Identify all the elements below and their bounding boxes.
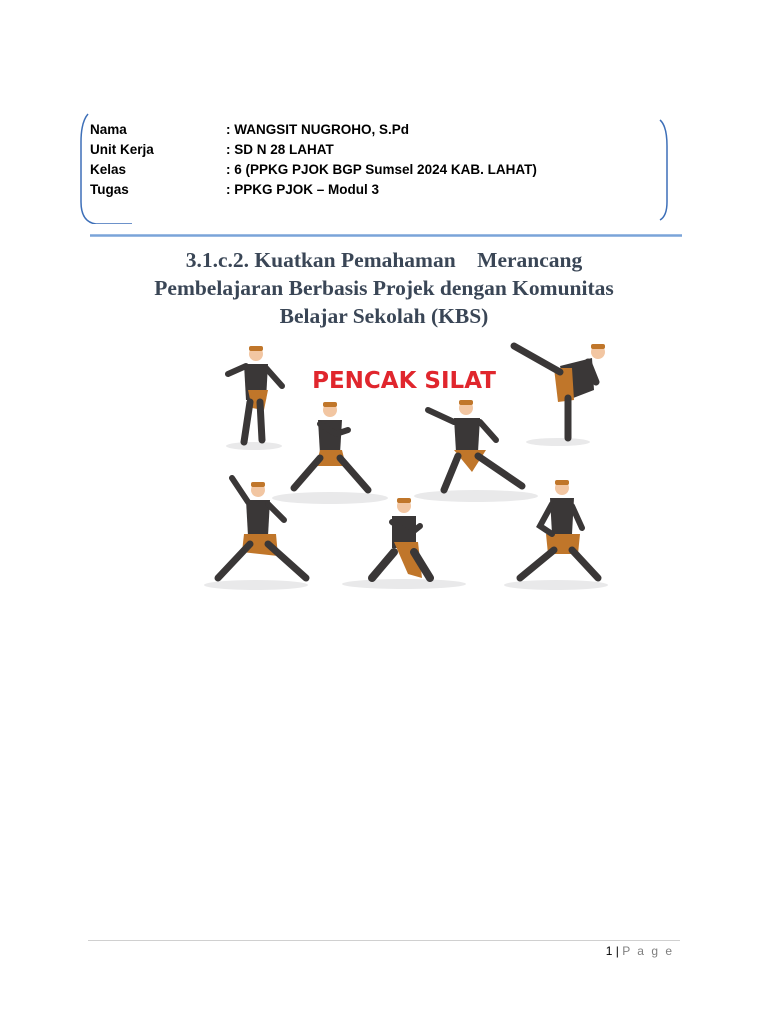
info-value: : SD N 28 LAHAT: [226, 142, 334, 157]
page-footer: [606, 944, 674, 958]
silat-figure-1: [228, 346, 282, 442]
info-row-kelas: [90, 160, 537, 180]
info-row-nama: [90, 120, 409, 140]
silat-figure-3: [428, 400, 522, 490]
info-value: : PPKG PJOK – Modul 3: [226, 182, 380, 197]
page-number: 1: [605, 944, 613, 958]
info-label: Nama: [90, 122, 127, 137]
silat-figure-6: [372, 498, 430, 578]
info-label: Unit Kerja: [90, 142, 154, 157]
page-label: P a g e: [622, 944, 674, 958]
info-row-tugas: [90, 180, 379, 200]
footer-divider: [88, 940, 680, 941]
header-divider: [90, 234, 682, 237]
info-label: Tugas: [90, 182, 129, 197]
silat-figure-2: [294, 402, 368, 490]
identity-box: [80, 112, 668, 224]
illustration-caption: PENCAK SILAT: [312, 368, 496, 394]
info-row-unit-kerja: [90, 140, 334, 160]
title-line-2: Pembelajaran Berbasis Projek dengan Komunitas: [154, 276, 614, 300]
title-line-1: 3.1.c.2. Kuatkan Pemahaman Merancang: [185, 248, 583, 272]
pencak-silat-illustration: [196, 338, 616, 594]
silat-figure-4: [514, 344, 605, 438]
info-label: Kelas: [90, 162, 127, 177]
silat-figure-5: [218, 478, 306, 578]
title-line-3: Belajar Sekolah (KBS): [279, 304, 489, 328]
info-value: : 6 (PPKG PJOK BGP Sumsel 2024 KAB. LAHAT): [226, 162, 537, 177]
info-value: : WANGSIT NUGROHO, S.Pd: [226, 122, 410, 137]
document-title: [100, 246, 668, 330]
page-separator: |: [612, 944, 623, 958]
